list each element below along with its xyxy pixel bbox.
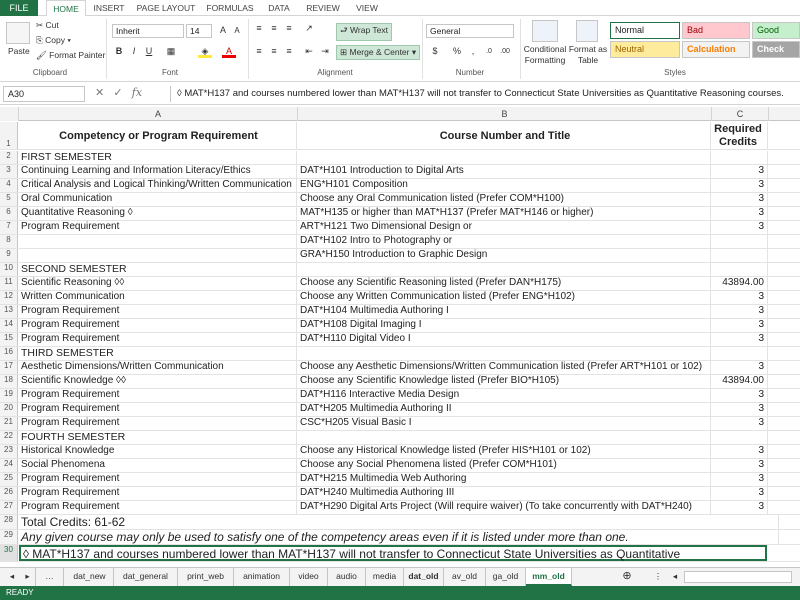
cell-d[interactable] [769,501,800,514]
increase-indent-icon[interactable]: ⇥ [321,46,329,56]
table-row [0,515,800,530]
style-calculation[interactable]: Calculation [682,41,750,58]
font-size-select[interactable]: 14 [186,24,212,38]
table-row [0,221,800,235]
sheet-tab-media[interactable]: media [366,568,404,586]
cell-a[interactable]: THIRD SEMESTER [19,347,297,360]
cell-d[interactable] [769,263,800,276]
cell-b[interactable]: ENG*H101 Composition [298,179,711,192]
cell-b[interactable]: Choose any Aesthetic Dimensions/Written Communication listed (Prefer ART*H101 or 102) [298,361,711,374]
cell-c[interactable]: 43894.00 [712,277,768,290]
cell-c[interactable] [712,249,768,262]
cell-c[interactable]: 3 [712,389,768,402]
cell-b[interactable]: Choose any Scientific Reasoning listed (Prefer DAN*H175) [298,277,711,290]
header-cell-b[interactable]: Course Number and Title [298,122,711,149]
cell-a[interactable]: FIRST SEMESTER [19,151,297,164]
header-c-line1: Required [714,123,762,135]
row-number[interactable]: 3 [0,165,18,178]
name-box[interactable]: A30 [3,86,85,102]
cell-d[interactable] [769,417,800,430]
italic-button[interactable]: I [132,46,136,56]
row-number[interactable]: 24 [0,459,18,472]
cell-a[interactable]: Scientific Reasoning ◊◊ [19,277,297,290]
cancel-icon[interactable]: ✕ [95,87,105,99]
format-as-table-icon[interactable] [576,20,598,42]
cell-a[interactable] [19,235,297,248]
table-row [0,151,800,165]
row-number[interactable]: 11 [0,277,18,290]
cell-d[interactable] [769,375,800,388]
insert-function-icon[interactable]: fx [131,86,143,99]
tab-review[interactable]: REVIEW [306,3,340,13]
row-number[interactable]: 16 [0,347,18,360]
table-row [0,347,800,361]
style-normal[interactable]: Normal [610,22,680,39]
row-number[interactable]: 12 [0,291,18,304]
row-number[interactable]: 23 [0,445,18,458]
cell-c[interactable]: 3 [712,459,768,472]
hscroll-left-icon[interactable]: ◂ [672,571,678,581]
row-number[interactable]: 20 [0,403,18,416]
tab-data[interactable]: DATA [268,3,290,13]
header-cell-a[interactable]: Competency or Program Requirement [19,122,297,149]
row-number[interactable]: 6 [0,207,18,220]
cell-c[interactable]: 3 [712,333,768,346]
cell-b[interactable] [298,431,711,444]
clipboard-group-label: Clipboard [32,68,68,77]
table-row [0,305,800,319]
cell-d[interactable] [769,487,800,500]
cell-c[interactable] [712,151,768,164]
cell-b[interactable]: DAT*H290 Digital Arts Project (Will require waiver) (To take concurrently with DAT*H240) [298,501,711,514]
formula-input[interactable]: ◊ MAT*H137 and courses numbered lower than MAT*H137 will not transfer to Connecticut State Universities as Quantitative Reasoning courses. [170,86,800,102]
cell-a[interactable]: Program Requirement [19,319,297,332]
alignment-group-label: Alignment [317,68,353,77]
cell-b[interactable]: Choose any Written Communication listed (Prefer ENG*H102) [298,291,711,304]
wrap-text-label: Wrap Text [350,25,388,35]
horizontal-scrollbar[interactable] [684,571,792,583]
underline-button[interactable]: U [145,46,153,56]
cell-d[interactable] [769,193,800,206]
cell-d[interactable] [769,305,800,318]
paste-icon[interactable] [6,22,30,44]
row-number[interactable]: 13 [0,305,18,318]
header-cell-c[interactable] [712,122,768,149]
row-number: 1 [0,122,18,149]
row-number[interactable]: 5 [0,193,18,206]
cell-b[interactable] [298,263,711,276]
merge-center-label: Merge & Center [349,47,410,57]
cell-a[interactable]: Program Requirement [19,333,297,346]
cell-b[interactable]: DAT*H116 Interactive Media Design [298,389,711,402]
cell-d[interactable] [769,249,800,262]
format-painter-button[interactable]: 🖌 Format Painter [36,50,106,60]
cell-b[interactable]: Choose any Social Phenomena listed (Prefer COM*H101) [298,459,711,472]
scroll-left-icon[interactable]: ◂ [9,571,15,581]
wrap-text-button[interactable]: ⮐ Wrap Text [336,23,392,41]
cell-b[interactable]: Choose any Oral Communication listed (Prefer COM*H100) [298,193,711,206]
sheet-tab-ga-old[interactable]: ga_old [486,568,526,586]
cell-b[interactable]: DAT*H104 Multimedia Authoring I [298,305,711,318]
separator [106,19,107,79]
row-number[interactable]: 30 [0,545,18,561]
selected-cell-a30[interactable]: ◊ MAT*H137 and courses numbered lower than MAT*H137 will not transfer to Connecticut State Universities as Quantitative [19,545,767,561]
cell-c[interactable] [712,235,768,248]
total-credits-cell[interactable]: Total Credits: 61-62 [19,515,779,529]
cell-c[interactable]: 3 [712,403,768,416]
cell-d[interactable] [769,347,800,360]
cell-a[interactable]: Program Requirement [19,487,297,500]
cell-c[interactable] [712,347,768,360]
accounting-format-icon[interactable]: $ [432,46,438,56]
column-headers [0,107,800,121]
status-bar [0,586,800,600]
enter-icon[interactable]: ✓ [113,87,123,99]
cell-d[interactable] [769,361,800,374]
cell-a[interactable]: Continuing Learning and Information Literacy/Ethics [19,165,297,178]
cell-c[interactable]: 3 [712,305,768,318]
cell-c[interactable]: 3 [712,221,768,234]
row-number[interactable]: 2 [0,151,18,164]
cell-d[interactable] [769,431,800,444]
tab-page-layout[interactable]: PAGE LAYOUT [136,3,196,13]
align-center-icon[interactable]: ≡ [271,46,277,56]
cell-d[interactable] [769,319,800,332]
note-cell[interactable]: Any given course may only be used to satisfy one of the competency areas even if it is listed under more than one. [19,530,779,544]
cell-b[interactable]: DAT*H102 Intro to Photography or [298,235,711,248]
row-number[interactable]: 26 [0,487,18,500]
font-name-select[interactable]: Inherit [112,24,184,38]
increase-decimal-icon[interactable]: .0 [486,48,492,55]
style-good[interactable]: Good [752,22,800,39]
cell-c[interactable]: 43894.00 [712,375,768,388]
copy-label: Copy [45,35,66,45]
cut-label: Cut [45,20,59,30]
align-bottom-icon[interactable]: ≡ [286,23,292,33]
styles-group-label: Styles [664,68,686,77]
cell-c[interactable]: 3 [712,165,768,178]
table-row [0,361,800,375]
cell-a[interactable]: Program Requirement [19,305,297,318]
row-number[interactable]: 21 [0,417,18,430]
format-painter-label: Format Painter [49,50,106,60]
fill-color-icon[interactable]: ◈ [198,45,212,58]
table-row [0,122,800,150]
table-row [0,249,800,263]
header-c-line2: Credits [719,136,757,148]
cell-a[interactable]: Program Requirement [19,221,297,234]
row-number[interactable]: 17 [0,361,18,374]
cell-c[interactable]: 3 [712,319,768,332]
column-header-a[interactable]: A [19,107,298,121]
sheet-tab-bar [0,567,800,586]
row-number[interactable]: 28 [0,515,18,529]
cell-d[interactable] [769,235,800,248]
cell-d[interactable] [769,459,800,472]
table-row [0,487,800,501]
number-format-select[interactable]: General [426,24,514,38]
sheet-tab-animation[interactable]: animation [234,568,290,586]
table-row [0,375,800,389]
table-row [0,319,800,333]
formula-bar-buttons [95,86,142,102]
cell-c[interactable]: 3 [712,193,768,206]
separator [248,19,249,79]
row-number[interactable]: 29 [0,530,18,544]
separator [422,19,423,79]
sheet-tab-dat-general[interactable]: dat_general [114,568,178,586]
table-row [0,333,800,347]
table-row [0,530,800,545]
table-row [0,417,800,431]
cell-b[interactable]: DAT*H240 Multimedia Authoring III [298,487,711,500]
scroll-right-icon[interactable]: ▸ [20,568,36,586]
more-sheets-icon[interactable]: … [36,568,64,586]
sheet-tab-av-old[interactable]: av_old [444,568,486,586]
row-number[interactable]: 15 [0,333,18,346]
cell-c[interactable]: 3 [712,445,768,458]
row-number[interactable]: 25 [0,473,18,486]
row-number[interactable]: 18 [0,375,18,388]
cell-d[interactable] [769,207,800,220]
cell-b[interactable]: GRA*H150 Introduction to Graphic Design [298,249,711,262]
separator [520,19,521,79]
row-number[interactable]: 9 [0,249,18,262]
table-row [0,207,800,221]
sheet-tab-audio[interactable]: audio [328,568,366,586]
cell-a[interactable]: Historical Knowledge [19,445,297,458]
cell-a[interactable] [19,249,297,262]
paste-button[interactable]: Paste [8,46,30,56]
table-row [0,263,800,277]
cell-a[interactable]: Written Communication [19,291,297,304]
formula-bar [0,83,800,105]
cell-d[interactable] [769,165,800,178]
borders-icon[interactable]: ▦ [166,46,176,56]
style-neutral[interactable]: Neutral [610,41,680,58]
cell-a[interactable]: Program Requirement [19,389,297,402]
sheet-tab-print-web[interactable]: print_web [178,568,234,586]
sheet-tab-dat-new[interactable]: dat_new [66,568,114,586]
font-group-label: Font [161,68,178,77]
row-number[interactable]: 22 [0,431,18,444]
format-as-table-button[interactable]: Format as Table [568,44,608,65]
tab-insert[interactable]: INSERT [93,3,125,13]
cell-d[interactable] [769,151,800,164]
cell-a[interactable]: Program Requirement [19,501,297,514]
style-bad[interactable]: Bad [682,22,750,39]
comma-style-icon[interactable]: , [471,46,475,56]
cell-b[interactable]: DAT*H101 Introduction to Digital Arts [298,165,711,178]
number-group-label: Number [455,68,485,77]
cell-b[interactable]: MAT*H135 or higher than MAT*H137 (Prefer MAT*H146 or higher) [298,207,711,220]
style-check-cell[interactable]: Check Cell [752,41,800,58]
table-row [0,473,800,487]
shrink-font-icon[interactable]: A [234,26,240,35]
cell-c[interactable]: 3 [712,291,768,304]
row-number[interactable]: 19 [0,389,18,402]
tabs-more-icon[interactable]: ⋮ [653,571,663,581]
sheet-tab-mm-old[interactable]: mm_old [526,568,572,586]
cell-b[interactable]: DAT*H108 Digital Imaging I [298,319,711,332]
decrease-decimal-icon[interactable]: .00 [500,48,510,55]
table-row [0,179,800,193]
font-color-icon[interactable]: A [222,45,236,58]
cell-d[interactable] [769,473,800,486]
cell-a[interactable]: Oral Communication [19,193,297,206]
cell-d[interactable] [769,277,800,290]
cell-c[interactable]: 3 [712,473,768,486]
conditional-formatting-button[interactable]: Conditional Formatting [523,44,567,65]
file-tab[interactable]: FILE [0,0,38,16]
cell-b[interactable]: Choose any Scientific Knowledge listed (Prefer BIO*H105) [298,375,711,388]
table-row [0,545,800,562]
align-middle-icon[interactable]: ≡ [271,23,277,33]
cell-b[interactable]: DAT*H205 Multimedia Authoring II [298,403,711,416]
table-row [0,403,800,417]
cell-c[interactable]: 3 [712,417,768,430]
cell-d[interactable] [769,445,800,458]
cell-a[interactable]: Aesthetic Dimensions/Written Communication [19,361,297,374]
merge-center-button[interactable]: ⊞ Merge & Center ▾ [336,45,420,60]
table-row [0,165,800,179]
cell-d[interactable] [769,179,800,192]
ribbon-home [0,16,800,82]
cell-a[interactable]: Critical Analysis and Logical Thinking/Written Communication [19,179,297,192]
table-row [0,445,800,459]
cell-c[interactable] [712,431,768,444]
cell-d[interactable] [769,221,800,234]
row-number[interactable]: 4 [0,179,18,192]
cell-a[interactable]: SECOND SEMESTER [19,263,297,276]
cell-b[interactable]: CSC*H205 Visual Basic I [298,417,711,430]
sheet-tab-video[interactable]: video [290,568,328,586]
align-top-icon[interactable]: ≡ [256,23,262,33]
row-number[interactable]: 27 [0,501,18,514]
cell-a[interactable]: Program Requirement [19,417,297,430]
cell-c[interactable]: 3 [712,179,768,192]
cell-b[interactable] [298,347,711,360]
sheet-tab-dat-old[interactable]: dat_old [404,568,444,586]
copy-button[interactable]: ⎘ Copy ▾ [36,35,71,45]
percent-style-icon[interactable]: % [452,46,461,56]
row-number[interactable]: 14 [0,319,18,332]
tab-home[interactable]: HOME [46,0,86,17]
row-number[interactable]: 10 [0,263,18,276]
table-row [0,459,800,473]
cell-a[interactable]: Quantitative Reasoning ◊ [19,207,297,220]
orientation-icon[interactable]: ↗ [305,23,313,33]
column-header-c[interactable]: C [712,107,769,121]
cell-b[interactable]: DAT*H110 Digital Video I [298,333,711,346]
select-all-corner[interactable] [0,107,19,121]
cell-c[interactable]: 3 [712,207,768,220]
cell-b[interactable]: DAT*H215 Multimedia Web Authoring [298,473,711,486]
bold-button[interactable]: B [115,46,123,56]
cell-d[interactable] [769,389,800,402]
cell-c[interactable]: 3 [712,487,768,500]
ribbon-tab-bar [0,0,800,16]
cell-d[interactable] [769,403,800,416]
status-text: READY [6,588,34,597]
table-row [0,389,800,403]
cell-b[interactable]: ART*H121 Two Dimensional Design or [298,221,711,234]
cell-d[interactable] [769,122,800,149]
table-row [0,277,800,291]
table-row [0,501,800,515]
cell-d[interactable] [769,333,800,346]
cell-c[interactable]: 3 [712,361,768,374]
cell-b[interactable] [298,151,711,164]
cell-a[interactable]: Scientific Knowledge ◊◊ [19,375,297,388]
grow-font-icon[interactable]: A [219,25,226,35]
decrease-indent-icon[interactable]: ⇤ [305,46,313,56]
new-sheet-icon[interactable]: ⊕ [622,570,632,582]
cell-c[interactable] [712,263,768,276]
cell-c[interactable]: 3 [712,501,768,514]
tab-view[interactable]: VIEW [356,3,378,13]
cell-d[interactable] [769,291,800,304]
row-number[interactable]: 8 [0,235,18,248]
table-row [0,235,800,249]
worksheet-grid[interactable] [0,107,800,567]
cell-a[interactable]: Social Phenomena [19,459,297,472]
table-row [0,291,800,305]
align-left-icon[interactable]: ≡ [256,46,262,56]
tab-formulas[interactable]: FORMULAS [206,3,254,13]
align-right-icon[interactable]: ≡ [286,46,292,56]
column-header-b[interactable]: B [298,107,712,121]
conditional-formatting-icon[interactable] [532,20,558,42]
cell-a[interactable]: Program Requirement [19,473,297,486]
cell-a[interactable]: FOURTH SEMESTER [19,431,297,444]
table-row [0,193,800,207]
cell-b[interactable]: Choose any Historical Knowledge listed (Prefer HIS*H101 or 102) [298,445,711,458]
cut-button[interactable]: ✂ Cut [36,20,59,30]
table-row [0,431,800,445]
cell-a[interactable]: Program Requirement [19,403,297,416]
row-number[interactable]: 7 [0,221,18,234]
